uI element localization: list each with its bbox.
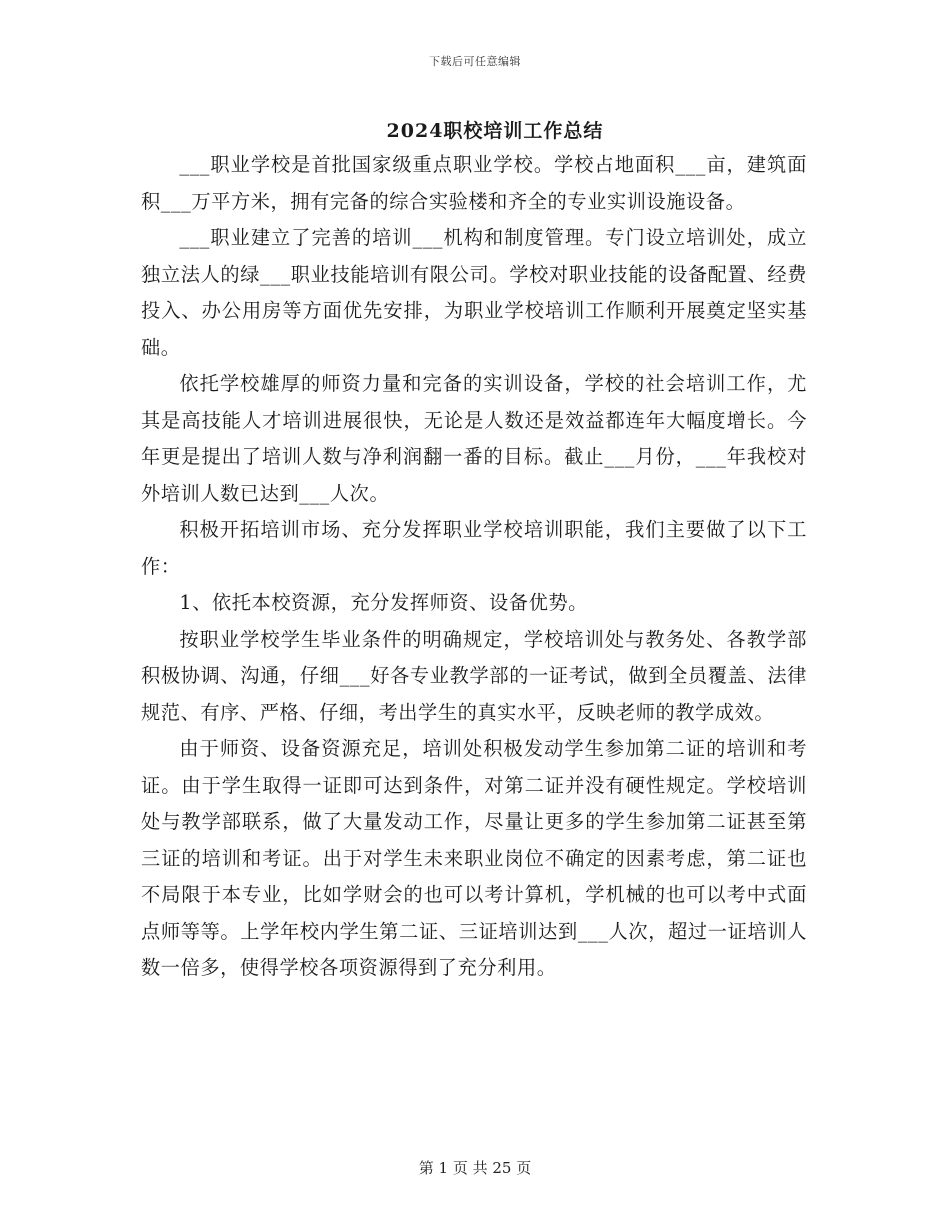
download-note: 下载后可任意编辑: [429, 55, 521, 68]
paragraph-6: 按职业学校学生毕业条件的明确规定，学校培训处与教务处、各教学部积极协调、沟通，仔细___好各专业教学部的一证考试，做到全员覆盖、法律规范、有序、严格、仔细，考出学生的真实水平，反映老师的教学成效。: [141, 627, 807, 724]
page-number: 第 1 页 共 25 页: [418, 1159, 532, 1177]
paragraph-4: 积极开拓培训市场、充分发挥职业学校培训职能，我们主要做了以下工作：: [141, 518, 807, 578]
document-body: [141, 147, 807, 987]
paragraph-5: 1、依托本校资源，充分发挥师资、设备优势。: [179, 591, 588, 614]
paragraph-2: ___职业建立了完善的培训___机构和制度管理。专门设立培训处，成立独立法人的绿___职业技能培训有限公司。学校对职业技能的设备配置、经费投入、办公用房等方面优先安排，为职业学校培训工作顺利开展奠定坚实基础。: [141, 226, 807, 359]
paragraph-7: 由于师资、设备资源充足，培训处积极发动学生参加第二证的培训和考证。由于学生取得一证即可达到条件，对第二证并没有硬性规定。学校培训处与教学部联系，做了大量发动工作，尽量让更多的学生参加第二证甚至第三证的培训和考证。出于对学生未来职业岗位不确定的因素考虑，第二证也不局限于本专业，比如学财会的也可以考计算机，学机械的也可以考中式面点师等等。上学年校内学生第二证、三证培训达到___人次，超过一证培训人数一倍多，使得学校各项资源得到了充分利用。: [141, 737, 807, 979]
paragraph-3: 依托学校雄厚的师资力量和完备的实训设备，学校的社会培训工作，尤其是高技能人才培训进展很快，无论是人数还是效益都连年大幅度增长。今年更是提出了培训人数与净利润翻一番的目标。截止___月份，___年我校对外培训人数已达到___人次。: [141, 372, 807, 505]
paragraph-1: ___职业学校是首批国家级重点职业学校。学校占地面积___亩，建筑面积___万平方米，拥有完备的综合实验楼和齐全的专业实训设施设备。: [141, 153, 807, 213]
document-title: 2024职校培训工作总结: [386, 120, 604, 142]
